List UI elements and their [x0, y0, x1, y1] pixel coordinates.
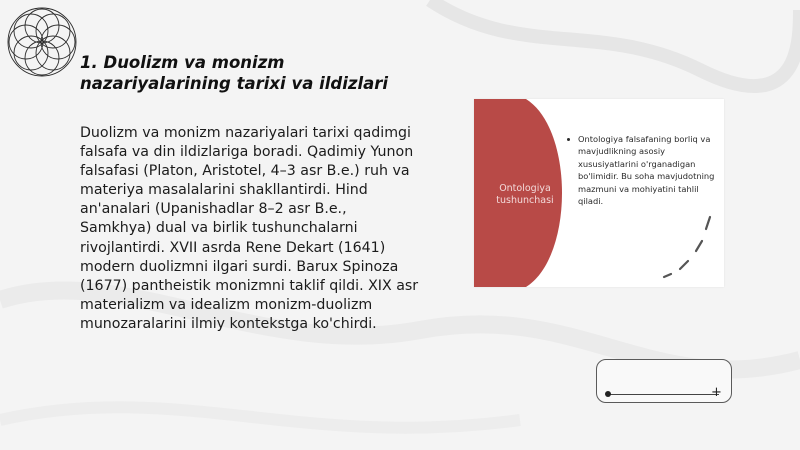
dot-handle-icon[interactable] [605, 391, 611, 397]
card-bullet-item: Ontologiya falsafaning borliq va mavjudlikning asosiy xususiyatlarini o'rganadigan bo'limidir. Bu soha mavjudotning mazmuni va mohiyatini tahlil qiladi. [566, 133, 716, 207]
slide-title-line1: 1. Duolizm va monizm [80, 53, 285, 72]
card-bullet-list [566, 133, 716, 207]
slide-title-line2: nazariyalarining tarixi va ildizlari [80, 74, 389, 93]
slide-title [80, 52, 410, 94]
ornament-logo-icon [4, 4, 80, 80]
ontology-card [474, 99, 724, 287]
plus-icon[interactable]: + [711, 385, 722, 400]
card-left-label: Ontologiya tushunchasi [496, 183, 554, 206]
media-control-box[interactable] [596, 359, 732, 403]
media-progress-track[interactable] [609, 394, 719, 395]
slide-body-text: Duolizm va monizm nazariyalari tarixi qadimgi falsafa va din ildizlariga boradi. Qadimiy Yunon falsafasi (Platon, Aristotel, 4–3 asr B.e.) ruh va materiya masalalarini shakllantirdi. Hind an'analari (Upanishadlar 8–2 asr B.e., Samkhya) dual va birlik tushunchalarni rivojlantirdi. XVII asrda Rene Dekart (1641) modern duolizmni ilgari surdi. Barux Spinoza (1677) pantheistik monizmni taklif qildi. XIX asr materializm va idealizm monizm-duolizm munozaralarini ilmiy kontekstga ko'chirdi. [80, 125, 419, 332]
